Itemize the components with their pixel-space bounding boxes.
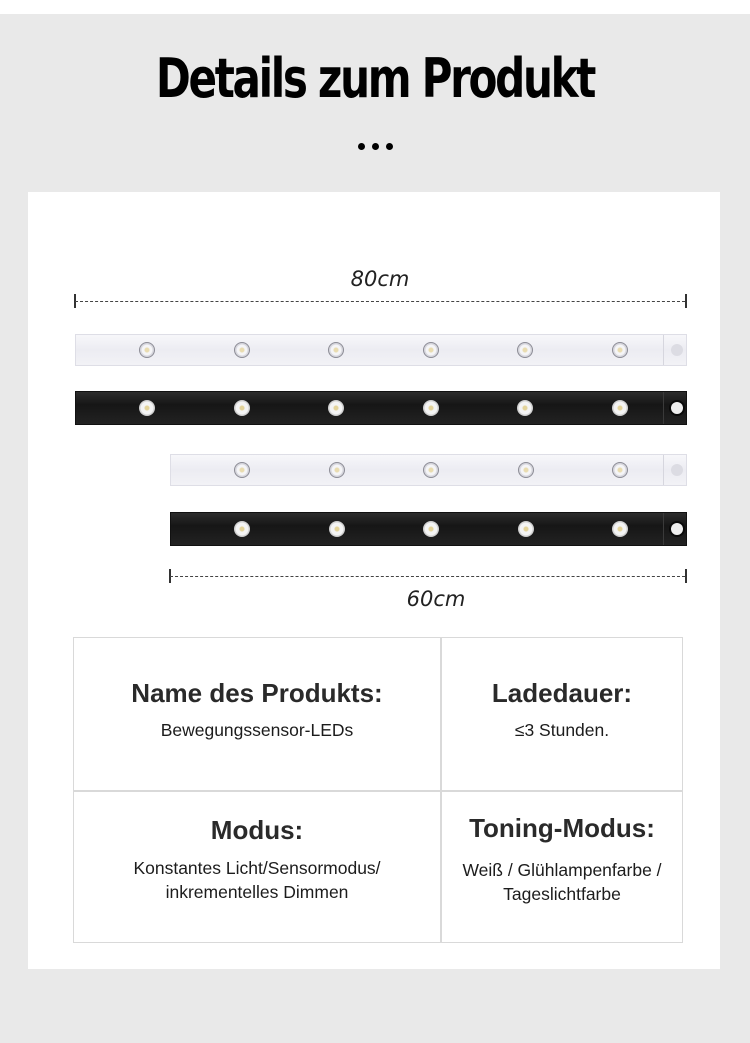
- led-light-icon: [139, 342, 155, 358]
- top-strip: [0, 0, 750, 14]
- led-light-icon: [139, 400, 155, 416]
- dimension-line-80cm: [75, 301, 685, 302]
- led-light-icon: [612, 400, 628, 416]
- motion-sensor-icon: [671, 402, 683, 414]
- spec-table: [73, 637, 683, 943]
- led-light-icon: [234, 400, 250, 416]
- sensor-section-divider: [663, 335, 664, 365]
- sensor-section-divider: [663, 392, 664, 424]
- spec-heading: Toning-Modus:: [469, 813, 655, 843]
- led-light-icon: [612, 342, 628, 358]
- sensor-section-divider: [663, 455, 664, 485]
- light-bar-white-60cm: [170, 454, 687, 486]
- led-light-icon: [329, 521, 345, 537]
- spec-value-line: Konstantes Licht/Sensormodus/: [133, 858, 381, 878]
- spec-value-line: Weiß / Glühlampenfarbe /: [462, 860, 662, 880]
- dot-icon: [386, 143, 393, 150]
- spec-value-line: Tageslichtfarbe: [503, 884, 621, 904]
- led-light-icon: [423, 521, 439, 537]
- dot-icon: [372, 143, 379, 150]
- led-light-icon: [423, 462, 439, 478]
- led-light-icon: [329, 462, 345, 478]
- motion-sensor-icon: [671, 523, 683, 535]
- light-bar-black-60cm: [170, 512, 687, 546]
- led-light-icon: [234, 462, 250, 478]
- motion-sensor-icon: [671, 464, 683, 476]
- spec-cell-toning-mode: [440, 813, 684, 906]
- led-light-icon: [328, 342, 344, 358]
- led-light-icon: [517, 342, 533, 358]
- dimension-label-60cm: 60cm: [406, 587, 466, 611]
- ellipsis-divider: [0, 143, 750, 150]
- spec-heading: Ladedauer:: [491, 678, 633, 708]
- light-bar-white-80cm: [75, 334, 687, 366]
- led-light-icon: [518, 521, 534, 537]
- led-light-icon: [423, 342, 439, 358]
- spec-cell-mode: [74, 815, 440, 904]
- spec-heading: Name des Produkts:: [131, 678, 383, 708]
- spec-value-line: inkrementelles Dimmen: [165, 882, 349, 902]
- sensor-section-divider: [663, 513, 664, 545]
- led-light-icon: [328, 400, 344, 416]
- table-divider-horizontal: [74, 790, 682, 792]
- dimension-tick-right: [685, 294, 687, 308]
- dimension-tick-right: [685, 569, 687, 583]
- led-light-icon: [234, 521, 250, 537]
- led-light-icon: [612, 462, 628, 478]
- spec-value: ≤3 Stunden.: [514, 720, 610, 740]
- dimension-line-60cm: [170, 576, 685, 577]
- spec-cell-charging-time: [440, 678, 684, 742]
- led-light-icon: [423, 400, 439, 416]
- led-light-icon: [518, 462, 534, 478]
- product-details-panel: [28, 192, 720, 969]
- led-light-icon: [612, 521, 628, 537]
- motion-sensor-icon: [671, 344, 683, 356]
- led-light-icon: [234, 342, 250, 358]
- spec-cell-product-name: [74, 678, 440, 742]
- dimension-label-80cm: 80cm: [350, 267, 410, 291]
- spec-heading: Modus:: [210, 815, 304, 845]
- dot-icon: [358, 143, 365, 150]
- light-bar-black-80cm: [75, 391, 687, 425]
- led-light-icon: [517, 400, 533, 416]
- page-title: Details zum Produkt: [155, 47, 595, 110]
- spec-value: Bewegungssensor-LEDs: [160, 720, 354, 740]
